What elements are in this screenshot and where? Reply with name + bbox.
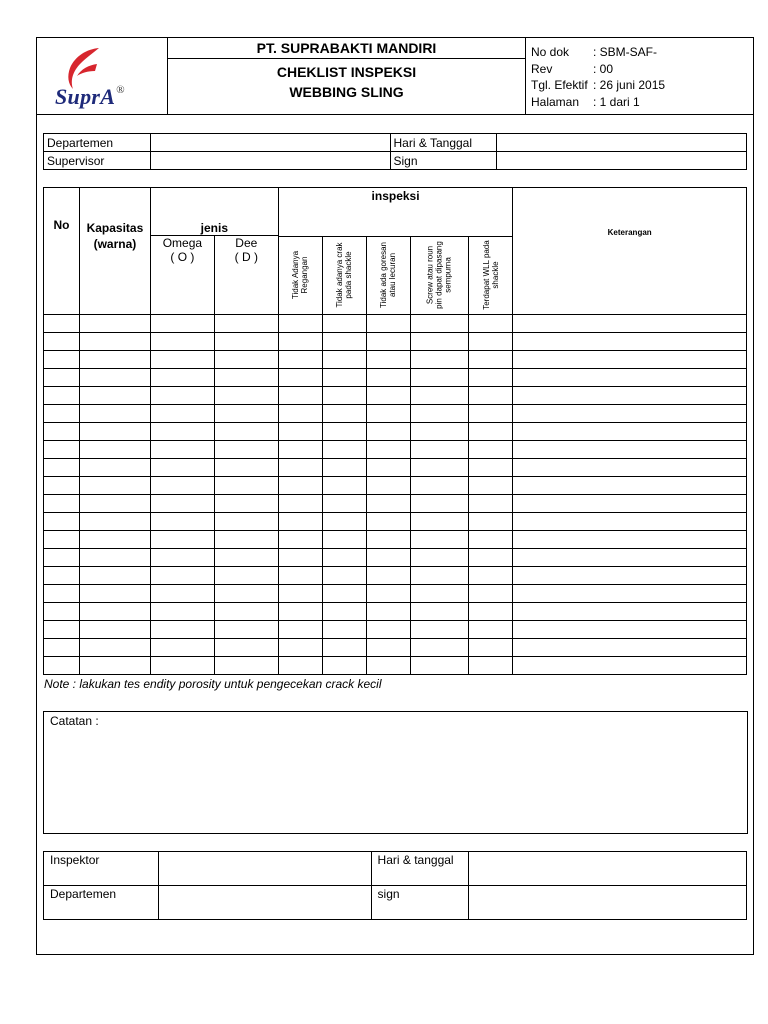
table-cell[interactable] <box>278 602 322 620</box>
table-cell[interactable] <box>410 440 469 458</box>
table-cell[interactable] <box>79 512 150 530</box>
note-text: Note : lakukan tes endity porosity untuk pengecekan crack kecil <box>44 677 382 691</box>
table-cell[interactable] <box>214 656 278 674</box>
table-cell[interactable] <box>469 332 513 350</box>
table-cell[interactable] <box>278 530 322 548</box>
table-cell[interactable] <box>79 422 150 440</box>
table-cell[interactable] <box>278 548 322 566</box>
table-cell[interactable] <box>410 458 469 476</box>
table-row <box>44 404 747 422</box>
table-row <box>44 548 747 566</box>
title-block <box>168 38 526 115</box>
table-cell[interactable] <box>278 476 322 494</box>
table-cell[interactable] <box>513 404 747 422</box>
form-subtitle: WEBBING SLING <box>289 84 404 100</box>
table-row <box>44 638 747 656</box>
table-cell[interactable] <box>150 368 214 386</box>
table-cell[interactable] <box>79 638 150 656</box>
table-cell[interactable] <box>322 602 366 620</box>
document-meta <box>526 38 753 115</box>
table-cell[interactable] <box>278 404 322 422</box>
inspektor-field[interactable] <box>158 852 371 886</box>
table-cell[interactable] <box>410 404 469 422</box>
table-cell[interactable] <box>322 368 366 386</box>
table-cell[interactable] <box>44 566 80 584</box>
form-frame <box>36 37 754 955</box>
jenis-dee-header: Dee ( D ) <box>214 236 278 315</box>
table-row <box>44 602 747 620</box>
table-cell[interactable] <box>278 368 322 386</box>
sign-label: Sign <box>390 152 497 170</box>
table-cell[interactable] <box>322 656 366 674</box>
table-row <box>44 350 747 368</box>
table-cell[interactable] <box>366 530 410 548</box>
table-cell[interactable] <box>469 422 513 440</box>
table-cell[interactable] <box>322 566 366 584</box>
table-cell[interactable] <box>44 584 80 602</box>
meta-no-dok: No dok : SBM-SAF- <box>531 45 658 59</box>
table-cell[interactable] <box>79 350 150 368</box>
table-cell[interactable] <box>410 656 469 674</box>
table-row <box>44 314 747 332</box>
table-cell[interactable] <box>366 566 410 584</box>
table-cell[interactable] <box>366 458 410 476</box>
meta-halaman: Halaman : 1 dari 1 <box>531 94 640 109</box>
table-cell[interactable] <box>79 404 150 422</box>
signoff-hari-tanggal-field[interactable] <box>469 852 747 886</box>
table-cell[interactable] <box>44 476 80 494</box>
table-cell[interactable] <box>79 314 150 332</box>
table-cell[interactable] <box>366 494 410 512</box>
table-cell[interactable] <box>278 584 322 602</box>
table-cell[interactable] <box>513 368 747 386</box>
table-cell[interactable] <box>469 584 513 602</box>
table-cell[interactable] <box>366 638 410 656</box>
table-cell[interactable] <box>150 530 214 548</box>
table-cell[interactable] <box>214 314 278 332</box>
table-cell[interactable] <box>214 458 278 476</box>
table-cell[interactable] <box>513 494 747 512</box>
table-row <box>44 530 747 548</box>
inspeksi-crak-header: Tidak adanya crak pada shackle <box>322 236 366 314</box>
inspektor-label: Inspektor <box>44 852 159 886</box>
table-row <box>44 440 747 458</box>
table-cell[interactable] <box>214 530 278 548</box>
table-row <box>44 332 747 350</box>
signoff-table <box>43 851 747 920</box>
table-cell[interactable] <box>322 314 366 332</box>
table-cell[interactable] <box>79 458 150 476</box>
signoff-hari-tanggal-label: Hari & tanggal <box>371 852 469 886</box>
table-cell[interactable] <box>44 422 80 440</box>
company-name: PT. SUPRABAKTI MANDIRI <box>168 38 525 59</box>
table-cell[interactable] <box>469 512 513 530</box>
table-cell[interactable] <box>44 638 80 656</box>
table-cell[interactable] <box>513 314 747 332</box>
table-cell[interactable] <box>322 620 366 638</box>
table-cell[interactable] <box>79 332 150 350</box>
table-row <box>44 512 747 530</box>
table-cell[interactable] <box>44 368 80 386</box>
table-cell[interactable] <box>410 332 469 350</box>
table-cell[interactable] <box>410 602 469 620</box>
table-cell[interactable] <box>150 638 214 656</box>
signoff-sign-label: sign <box>371 886 469 920</box>
supervisor-label: Supervisor <box>44 152 151 170</box>
table-cell[interactable] <box>214 584 278 602</box>
table-cell[interactable] <box>469 548 513 566</box>
table-cell[interactable] <box>513 656 747 674</box>
table-row <box>44 656 747 674</box>
table-cell[interactable] <box>513 476 747 494</box>
table-row <box>44 458 747 476</box>
table-cell[interactable] <box>44 620 80 638</box>
table-cell[interactable] <box>79 368 150 386</box>
catatan-label: Catatan : <box>50 714 99 728</box>
table-cell[interactable] <box>322 440 366 458</box>
table-row <box>44 620 747 638</box>
table-cell[interactable] <box>79 494 150 512</box>
table-cell[interactable] <box>150 314 214 332</box>
table-cell[interactable] <box>366 314 410 332</box>
table-cell[interactable] <box>322 530 366 548</box>
table-cell[interactable] <box>410 512 469 530</box>
table-cell[interactable] <box>469 566 513 584</box>
table-cell[interactable] <box>513 566 747 584</box>
table-cell[interactable] <box>278 620 322 638</box>
table-cell[interactable] <box>366 584 410 602</box>
table-cell[interactable] <box>150 332 214 350</box>
table-cell[interactable] <box>150 620 214 638</box>
jenis-omega-header: Omega ( O ) <box>150 236 214 315</box>
col-no-header: No <box>44 188 80 315</box>
sign-field[interactable] <box>497 152 747 170</box>
table-row <box>44 422 747 440</box>
table-cell[interactable] <box>278 458 322 476</box>
table-row <box>44 476 747 494</box>
table-cell[interactable] <box>214 494 278 512</box>
table-cell[interactable] <box>513 458 747 476</box>
table-cell[interactable] <box>366 404 410 422</box>
table-cell[interactable] <box>150 566 214 584</box>
table-cell[interactable] <box>410 584 469 602</box>
catatan-box[interactable] <box>43 711 748 834</box>
table-cell[interactable] <box>410 548 469 566</box>
table-cell[interactable] <box>79 386 150 404</box>
table-cell[interactable] <box>150 656 214 674</box>
inspection-rows <box>44 314 747 674</box>
table-cell[interactable] <box>150 386 214 404</box>
table-cell[interactable] <box>214 512 278 530</box>
table-cell[interactable] <box>79 584 150 602</box>
table-cell[interactable] <box>44 458 80 476</box>
inspeksi-wll-header: Terdapat WLL pada shackle <box>469 236 513 314</box>
table-cell[interactable] <box>278 512 322 530</box>
table-cell[interactable] <box>214 602 278 620</box>
table-cell[interactable] <box>79 530 150 548</box>
table-cell[interactable] <box>513 602 747 620</box>
table-cell[interactable] <box>278 422 322 440</box>
departemen-label: Departemen <box>44 134 151 152</box>
table-cell[interactable] <box>150 350 214 368</box>
table-cell[interactable] <box>410 350 469 368</box>
table-cell[interactable] <box>513 548 747 566</box>
table-cell[interactable] <box>513 530 747 548</box>
inspeksi-goresan-header: Tidak ada goresan atau lecuran <box>366 236 410 314</box>
table-cell[interactable] <box>278 386 322 404</box>
table-cell[interactable] <box>44 656 80 674</box>
table-cell[interactable] <box>366 386 410 404</box>
table-cell[interactable] <box>79 656 150 674</box>
table-cell[interactable] <box>469 638 513 656</box>
inspeksi-regangan-header: Tidak Adanya Regangan <box>278 236 322 314</box>
table-row <box>44 368 747 386</box>
table-cell[interactable] <box>278 350 322 368</box>
table-cell[interactable] <box>469 602 513 620</box>
table-cell[interactable] <box>322 584 366 602</box>
table-cell[interactable] <box>322 332 366 350</box>
table-cell[interactable] <box>322 638 366 656</box>
table-cell[interactable] <box>44 548 80 566</box>
table-cell[interactable] <box>79 548 150 566</box>
table-cell[interactable] <box>44 404 80 422</box>
table-cell[interactable] <box>150 548 214 566</box>
table-cell[interactable] <box>469 530 513 548</box>
table-cell[interactable] <box>513 350 747 368</box>
table-cell[interactable] <box>366 476 410 494</box>
table-cell[interactable] <box>278 494 322 512</box>
table-cell[interactable] <box>469 620 513 638</box>
table-cell[interactable] <box>469 656 513 674</box>
table-cell[interactable] <box>150 404 214 422</box>
table-cell[interactable] <box>513 422 747 440</box>
col-kapasitas-header: Kapasitas (warna) <box>79 188 150 315</box>
table-cell[interactable] <box>150 494 214 512</box>
table-cell[interactable] <box>322 458 366 476</box>
table-cell[interactable] <box>214 332 278 350</box>
table-cell[interactable] <box>366 602 410 620</box>
table-cell[interactable] <box>366 440 410 458</box>
table-cell[interactable] <box>278 314 322 332</box>
table-cell[interactable] <box>150 602 214 620</box>
form-title: CHEKLIST INSPEKSI <box>276 64 417 80</box>
table-cell[interactable] <box>278 656 322 674</box>
table-cell[interactable] <box>44 440 80 458</box>
table-cell[interactable] <box>278 440 322 458</box>
col-keterangan-header: Keterangan <box>513 188 747 315</box>
table-cell[interactable] <box>150 422 214 440</box>
table-cell[interactable] <box>366 620 410 638</box>
table-cell[interactable] <box>469 476 513 494</box>
table-cell[interactable] <box>366 512 410 530</box>
table-cell[interactable] <box>513 332 747 350</box>
table-cell[interactable] <box>214 350 278 368</box>
table-cell[interactable] <box>44 530 80 548</box>
table-cell[interactable] <box>513 386 747 404</box>
table-cell[interactable] <box>44 512 80 530</box>
table-cell[interactable] <box>214 620 278 638</box>
table-cell[interactable] <box>214 368 278 386</box>
signoff-sign-field[interactable] <box>469 886 747 920</box>
table-cell[interactable] <box>322 404 366 422</box>
table-cell[interactable] <box>278 332 322 350</box>
table-cell[interactable] <box>410 620 469 638</box>
table-cell[interactable] <box>44 350 80 368</box>
table-cell[interactable] <box>410 530 469 548</box>
col-inspeksi-header: inspeksi <box>278 188 513 236</box>
table-cell[interactable] <box>322 476 366 494</box>
table-cell[interactable] <box>150 584 214 602</box>
table-cell[interactable] <box>469 458 513 476</box>
table-cell[interactable] <box>322 422 366 440</box>
table-cell[interactable] <box>44 314 80 332</box>
table-row <box>44 386 747 404</box>
table-cell[interactable] <box>214 638 278 656</box>
signoff-departemen-label: Departemen <box>44 886 159 920</box>
table-cell[interactable] <box>79 566 150 584</box>
info-table <box>43 133 747 170</box>
inspeksi-screw-header: Screw atau roun pin dapat dipasang sempurna <box>410 236 469 314</box>
table-cell[interactable] <box>79 476 150 494</box>
form-header <box>37 38 753 115</box>
table-cell[interactable] <box>469 314 513 332</box>
table-cell[interactable] <box>44 332 80 350</box>
table-cell[interactable] <box>366 350 410 368</box>
table-cell[interactable] <box>44 602 80 620</box>
table-cell[interactable] <box>469 494 513 512</box>
table-cell[interactable] <box>278 638 322 656</box>
table-cell[interactable] <box>44 386 80 404</box>
meta-rev: Rev : 00 <box>531 61 614 76</box>
table-cell[interactable] <box>150 458 214 476</box>
table-cell[interactable] <box>410 368 469 386</box>
table-cell[interactable] <box>214 548 278 566</box>
table-cell[interactable] <box>322 512 366 530</box>
table-cell[interactable] <box>513 512 747 530</box>
table-cell[interactable] <box>513 584 747 602</box>
table-cell[interactable] <box>469 368 513 386</box>
logo-wordmark: SuprA® <box>55 84 125 109</box>
table-cell[interactable] <box>366 548 410 566</box>
table-cell[interactable] <box>469 350 513 368</box>
table-row <box>44 566 747 584</box>
table-cell[interactable] <box>322 494 366 512</box>
table-cell[interactable] <box>79 602 150 620</box>
table-cell[interactable] <box>79 620 150 638</box>
table-cell[interactable] <box>410 422 469 440</box>
table-cell[interactable] <box>410 314 469 332</box>
departemen-field[interactable] <box>150 134 390 152</box>
meta-tgl-efektif: Tgl. Efektif : 26 juni 2015 <box>531 78 666 92</box>
table-cell[interactable] <box>410 386 469 404</box>
table-cell[interactable] <box>214 566 278 584</box>
supervisor-field[interactable] <box>150 152 390 170</box>
table-cell[interactable] <box>513 620 747 638</box>
table-cell[interactable] <box>410 476 469 494</box>
table-cell[interactable] <box>79 440 150 458</box>
table-cell[interactable] <box>322 350 366 368</box>
table-cell[interactable] <box>278 566 322 584</box>
table-cell[interactable] <box>366 368 410 386</box>
table-cell[interactable] <box>366 656 410 674</box>
table-cell[interactable] <box>214 386 278 404</box>
table-cell[interactable] <box>410 566 469 584</box>
table-cell[interactable] <box>150 440 214 458</box>
table-row <box>44 494 747 512</box>
table-cell[interactable] <box>214 404 278 422</box>
signoff-departemen-field[interactable] <box>158 886 371 920</box>
table-cell[interactable] <box>469 440 513 458</box>
table-cell[interactable] <box>214 476 278 494</box>
table-cell[interactable] <box>322 386 366 404</box>
table-cell[interactable] <box>469 404 513 422</box>
table-cell[interactable] <box>44 494 80 512</box>
inspection-table <box>43 187 747 675</box>
table-cell[interactable] <box>469 386 513 404</box>
table-cell[interactable] <box>214 440 278 458</box>
hari-tanggal-label: Hari & Tanggal <box>390 134 497 152</box>
table-cell[interactable] <box>513 440 747 458</box>
table-cell[interactable] <box>410 638 469 656</box>
table-cell[interactable] <box>366 422 410 440</box>
company-logo <box>37 38 168 115</box>
table-cell[interactable] <box>366 332 410 350</box>
col-jenis-header: jenis <box>150 188 278 236</box>
table-cell[interactable] <box>410 494 469 512</box>
table-cell[interactable] <box>513 638 747 656</box>
hari-tanggal-field[interactable] <box>497 134 747 152</box>
table-cell[interactable] <box>150 512 214 530</box>
table-row <box>44 584 747 602</box>
table-cell[interactable] <box>150 476 214 494</box>
table-cell[interactable] <box>214 422 278 440</box>
table-cell[interactable] <box>322 548 366 566</box>
